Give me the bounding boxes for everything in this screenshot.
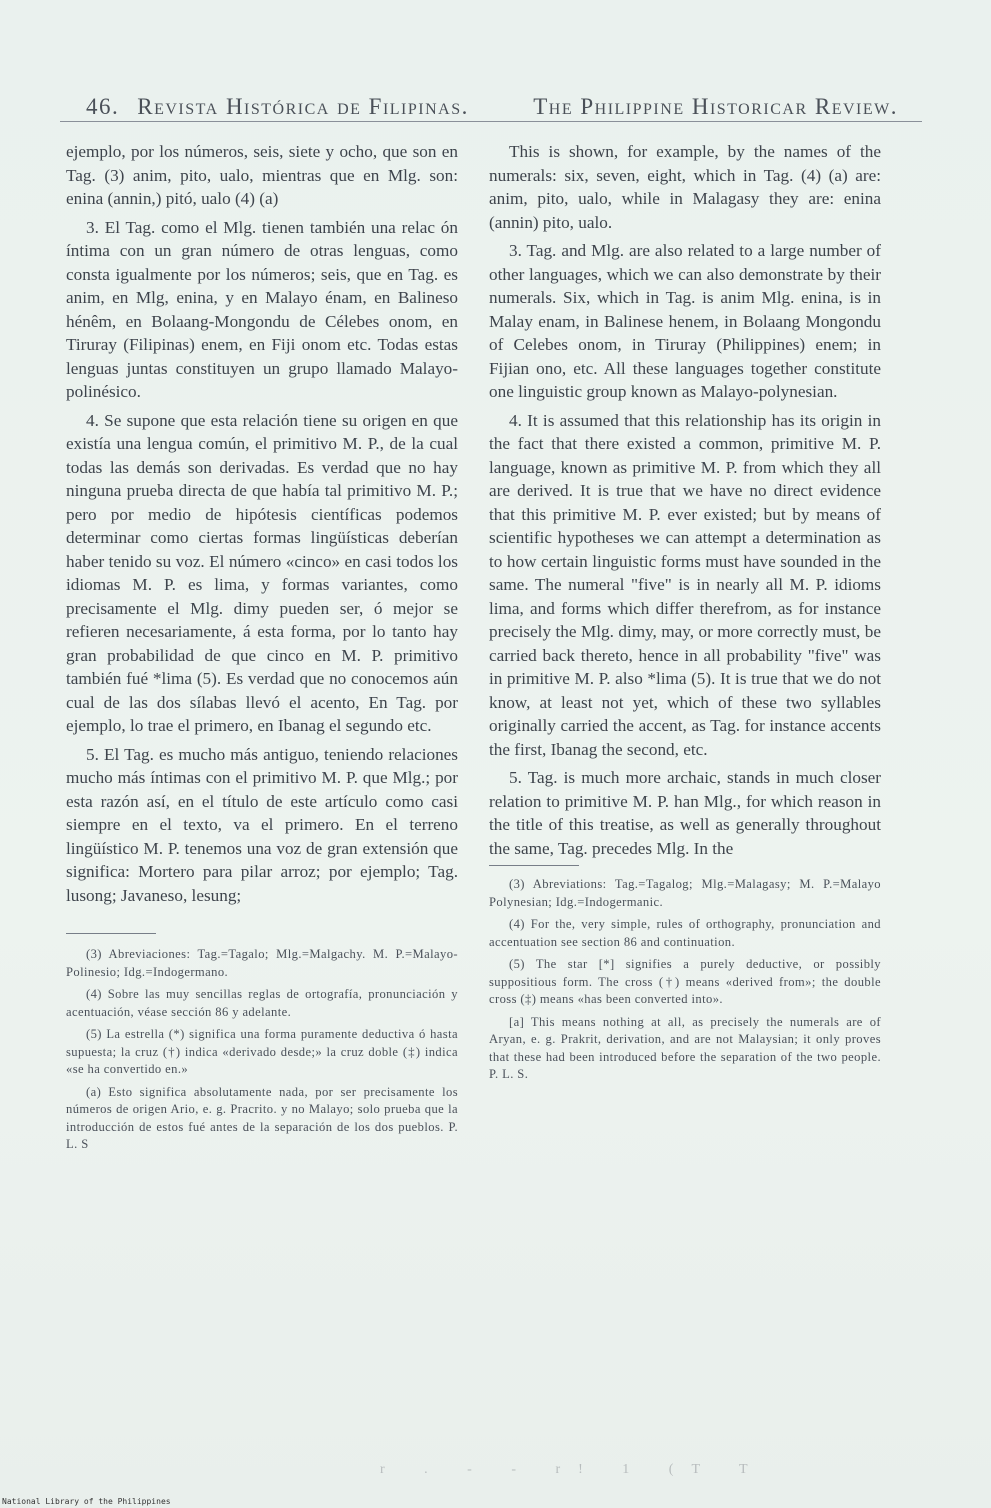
spanish-column bbox=[66, 140, 458, 1159]
footnote-rule bbox=[489, 865, 579, 866]
english-footnote: (5) The star [*] signifies a purely deductive, or possibly suppositious form. The cross (†) means «derived from»; the double cross (‡) means «has been converted into». bbox=[489, 957, 881, 1006]
spanish-paragraph: ejemplo, por los números, seis, siete y ocho, que son en Tag. (3) anim, pito, ualo, mientras que en Mlg. son: enina (annin,) pitó, ualo (4) (a) bbox=[66, 142, 458, 208]
english-paragraph: 4. It is assumed that this relationship has its origin in the fact that there existed a common, primitive M. P. language, known as primitive M. P. from which they all are derived. It is true that we have no direct evidence that this primitive M. P. ever existed; but by means of scientific hypotheses we can attempt a determination as to how certain linguistic forms must have sounded in the same. The numeral "five" is in nearly all M. P. idioms lima, and forms which differ therefrom, as for instance precisely the Mlg. dimy, may, or more correctly must, be carried back thereto, hence in all probability "five" was in primitive M. P. also *lima (5). It is true that we do not know, at least not yet, which of these two syllables originally carried the accent, as Tag. for instance accents the first, Ibanag the second, etc. bbox=[489, 410, 881, 759]
library-credit: National Library of the Philippines bbox=[2, 1497, 171, 1506]
english-paragraph: 3. Tag. and Mlg. are also related to a large number of other languages, which we can also demonstrate by their numerals. Six, which in Tag. is anim Mlg. enina, is in Malay enam, in Balinese henem, in Bolaang Mongondu of Celebes onom, in Tiruray (Philippines) enem; in Fijian ono, etc. All these languages together constitute one linguistic group known as Malayo-polynesian. bbox=[489, 241, 881, 401]
english-paragraph: This is shown, for example, by the names of the numerals: six, seven, eight, which in Tag. (4) (a) are: anim, pito, ualo, while in Malagasy they are: enina (annin) pito, ualo. bbox=[489, 142, 881, 232]
spanish-paragraph: 4. Se supone que esta relación tiene su origen en que existía una lengua común, el primitivo M. P., de la cual todas las demás son derivadas. Es verdad que no hay ninguna prueba directa de que había tal primitivo M. P.; pero por medio de hipótesis científicas podemos determinar como ciertas formas lingüísticas deberían haber tenido su voz. El número «cinco» en casi todos los idiomas M. P. es lima, y formas variantes, como precisamente el Mlg. dimy pueden ser, ó mejor se refieren necesariamente, á esta forma, por lo tanto hay gran probabilidad de que cinco en M. P. primitivo también fué *lima (5). Es verdad que no conocemos aún cual de las dos sílabas llevó el acento, En Tag. por ejemplo, lo trae el primero, en Ibanag el segundo etc. bbox=[66, 410, 458, 735]
english-journal-title: The Philippine Historicar Review. bbox=[533, 94, 898, 119]
english-footnote: (3) Abreviations: Tag.=Tagalog; Mlg.=Malagasy; M. P.=Malayo Polynesian; Idg.=Indogermanic. bbox=[489, 877, 881, 909]
footnote-rule bbox=[66, 933, 156, 934]
english-column bbox=[489, 140, 881, 1089]
english-footnote: [a] This means nothing at all, as precisely the numerals are of Aryan, e. g. Prakrit, derivation, and are not Malaysian; it only proves that these had been introduced before the separation of the two people. P. L. S. bbox=[489, 1014, 881, 1081]
spanish-paragraph: 5. El Tag. es mucho más antiguo, teniendo relaciones mucho más íntimas con el primitivo M. P. que Mlg.; por esta razón así, en el título de este artículo como casi siempre en el texto, va el primero. En el terreno lingüístico M. P. tenemos una voz de gran extensión que significa: Mortero para pilar arroz; por ejemplo; Tag. lusong; Javaneso, lesung; bbox=[66, 744, 458, 905]
page-number: 46. bbox=[86, 94, 120, 119]
header-rule bbox=[60, 121, 922, 122]
spanish-footnote: (3) Abreviaciones: Tag.=Tagalo; Mlg.=Malgachy. M. P.=Malayo-Polinesio; Idg.=Indogermano. bbox=[66, 947, 458, 979]
header-left bbox=[86, 94, 469, 120]
spanish-paragraph: 3. El Tag. como el Mlg. tienen también una relac ón íntima con un gran número de otras lenguas, como consta igualmente por los números; seis, que en Tag. es anim, en Mlg, enina, y en Malayo énam, en Balineso hénêm, en Bolaang-Mongondu de Célebes onom, en Tiruray (Filipinas) enem, en Fiji onom etc. Todas estas lenguas juntas constituyen un grupo llamado Malayo-polinésico. bbox=[66, 217, 458, 401]
spanish-footnote: (4) Sobre las muy sencillas reglas de ortografía, pronunciación y acentuación, véase sección 86 y adelante. bbox=[66, 987, 458, 1019]
bleed-through-marks: r . - - r! 1 (T T bbox=[380, 1462, 766, 1477]
spanish-journal-title: Revista Histórica de Filipinas. bbox=[137, 94, 469, 119]
spanish-footnote: (5) La estrella (*) significa una forma puramente deductiva ó hasta supuesta; la cruz (†) indica «derivado desde;» la cruz doble (‡) indica «se ha convertido en.» bbox=[66, 1027, 458, 1076]
running-header bbox=[86, 80, 898, 120]
spanish-footnote: (a) Esto significa absolutamente nada, por ser precisamente los números de origen Ario, e. g. Pracrito. y no Malayo; solo prueba que la introducción de estos fué antes de la separación de los dos pueblos. P. L. S bbox=[66, 1084, 458, 1151]
english-footnote: (4) For the, very simple, rules of orthography, pronunciation and accentuation see section 86 and continuation. bbox=[489, 917, 881, 949]
english-paragraph: 5. Tag. is much more archaic, stands in much closer relation to primitive M. P. han Mlg., for which reason in the title of this treatise, as well as generally throughout the same, Tag. precedes Mlg. In the bbox=[489, 768, 881, 858]
